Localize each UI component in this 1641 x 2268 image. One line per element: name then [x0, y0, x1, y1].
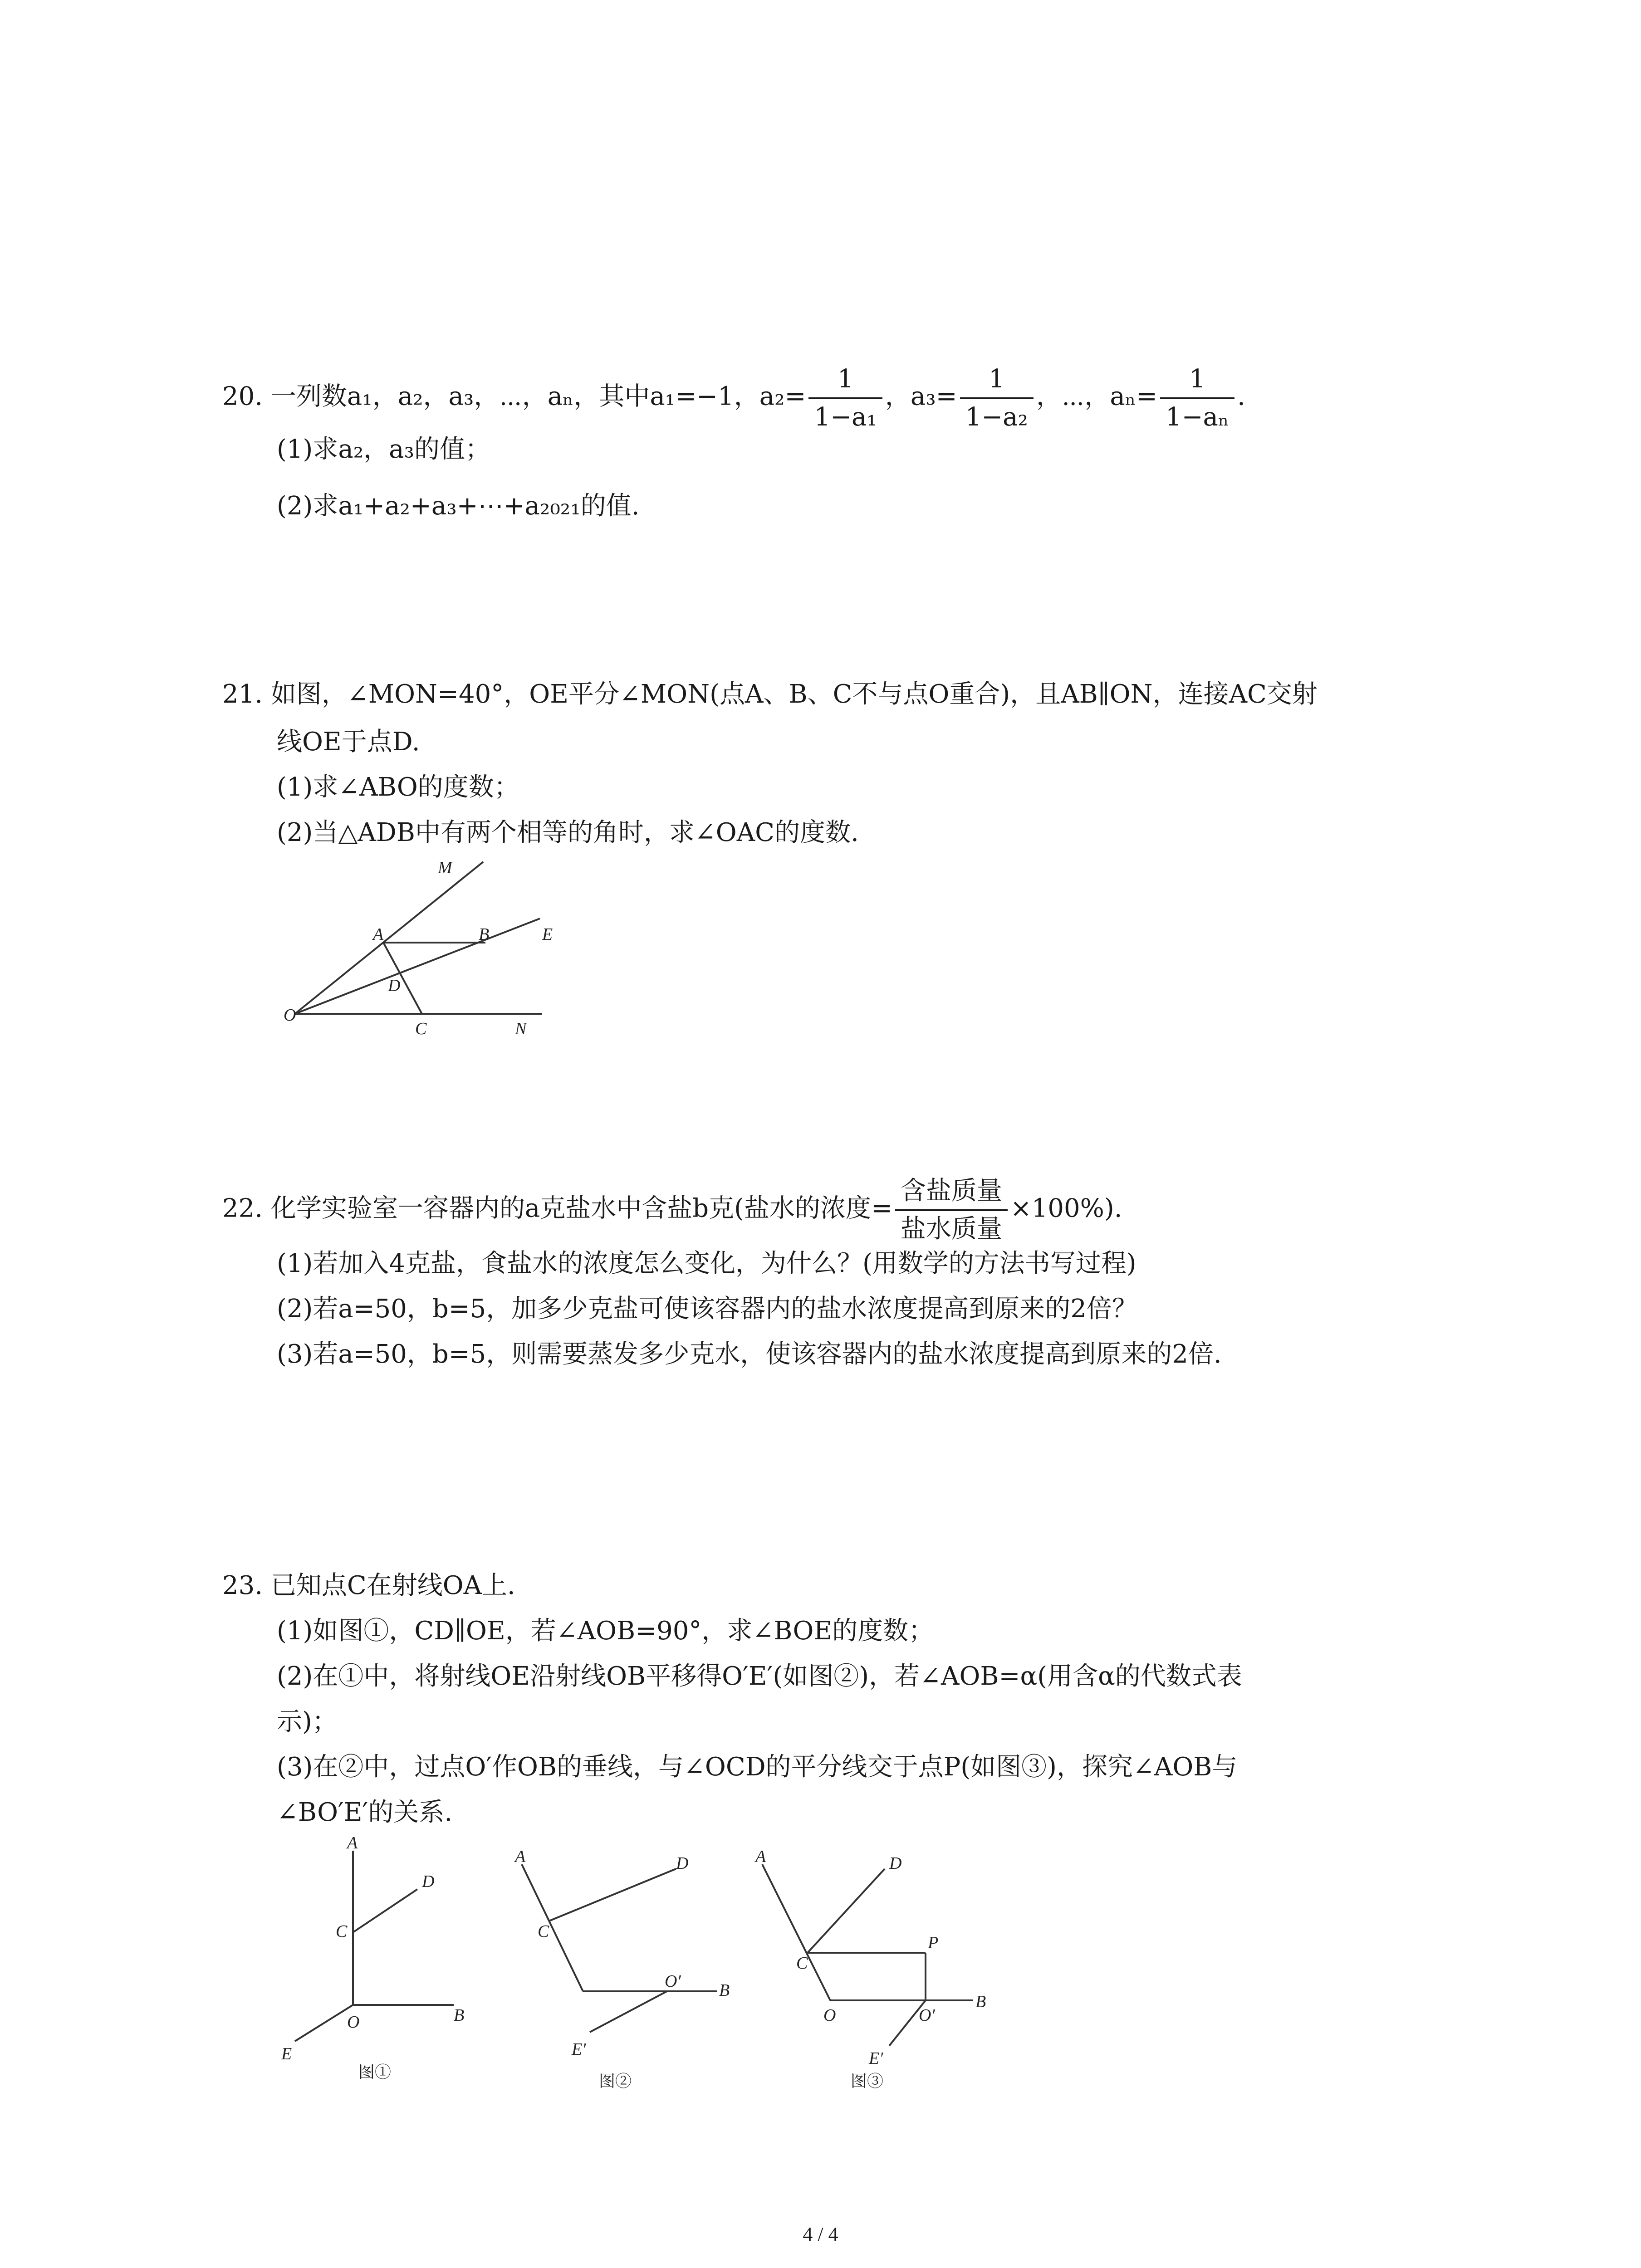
q22-sub1: (1)若加入4克盐，食盐水的浓度怎么变化，为什么？(用数学的方法书写过程): [277, 1249, 1136, 1278]
frac-denominator: 盐水质量: [900, 1214, 1002, 1244]
q23-figure-3: [754, 1847, 986, 2090]
label-o: O: [347, 2013, 360, 2032]
q22-sub2: (2)若a=50，b=5，加多少克盐可使该容器内的盐水浓度提高到原来的2倍？: [277, 1294, 1137, 1324]
label-a: A: [373, 925, 384, 944]
q21-sub1: (1)求∠ABO的度数；: [277, 772, 519, 802]
q20-mid1: ，a₃=: [885, 381, 957, 411]
q23-stem: 23. 已知点C在射线OA上.: [222, 1571, 515, 1600]
label-c: C: [336, 1922, 348, 1941]
frac-denominator: 1−a₁: [814, 402, 877, 432]
q23-figure-1: [281, 1833, 464, 2081]
label-a: A: [755, 1847, 766, 1866]
label-o2: O′: [919, 2006, 935, 2025]
label-c: C: [796, 1954, 808, 1973]
q22-stem-pre: 22. 化学实验室一容器内的a克盐水中含盐b克(盐水的浓度=: [222, 1193, 892, 1223]
ray-cd: [549, 1869, 676, 1921]
ray-oa: [762, 1864, 830, 2000]
caption-fig2: 图②: [599, 2072, 632, 2090]
q22-sub3: (3)若a=50，b=5，则需要蒸发多少克水，使该容器内的盐水浓度提高到原来的2倍.: [277, 1339, 1222, 1369]
q22-stem-post: ×100%).: [1010, 1193, 1122, 1223]
label-o2: O′: [665, 1972, 681, 1991]
caption-fig3: 图③: [851, 2072, 884, 2090]
caption-fig1: 图①: [358, 2063, 392, 2081]
label-d: D: [422, 1872, 435, 1891]
label-c: C: [538, 1922, 549, 1941]
label-n: N: [515, 1019, 527, 1038]
q23-sub3-line1: (3)在②中，过点O′作OB的垂线，与∠OCD的平分线交于点P(如图③)，探究∠AOB与: [277, 1752, 1238, 1782]
label-d: D: [388, 976, 401, 995]
label-p: P: [928, 1933, 939, 1952]
label-e2: E′: [572, 2040, 586, 2059]
label-a: A: [515, 1847, 526, 1866]
q20-sub2: (2)求a₁+a₂+a₃+⋯+a₂₀₂₁的值.: [277, 491, 640, 521]
label-m: M: [438, 858, 452, 877]
q23-figure-2: [514, 1847, 730, 2090]
frac-numerator: 1: [1160, 363, 1234, 399]
label-b: B: [975, 1992, 986, 2011]
q20-mid2: ，⋯，aₙ=: [1036, 381, 1157, 411]
label-b: B: [719, 1981, 730, 2000]
q21-stem-line2: 线OE于点D.: [277, 727, 420, 757]
label-a: A: [347, 1833, 358, 1853]
q20-stem-pre: 20. 一列数a₁，a₂，a₃，⋯，aₙ，其中a₁=−1，a₂=: [222, 381, 806, 411]
label-e: E: [281, 2044, 292, 2063]
label-c: C: [415, 1019, 427, 1038]
ray-oe: [295, 2005, 353, 2041]
q20-end: .: [1237, 381, 1245, 411]
ray-o2e2: [590, 1991, 667, 2032]
q21-sub2: (2)当△ADB中有两个相等的角时，求∠OAC的度数.: [277, 818, 859, 847]
label-b: B: [479, 925, 490, 944]
ray-cd: [353, 1889, 417, 1932]
frac-denominator: 1−aₙ: [1165, 402, 1230, 432]
page-number: 4 / 4: [803, 2223, 838, 2245]
label-e2: E′: [869, 2049, 883, 2068]
label-o: O: [284, 1006, 296, 1025]
label-d: D: [676, 1854, 689, 1873]
frac-denominator: 1−a₂: [965, 402, 1028, 432]
ray-oa: [522, 1864, 583, 1991]
label-d: D: [889, 1854, 902, 1873]
q23-sub2-line2: 示)；: [277, 1707, 338, 1736]
label-b: B: [454, 2006, 465, 2025]
ray-cd: [808, 1869, 885, 1953]
label-o: O: [823, 2006, 836, 2025]
q23-sub3-line2: ∠BO′E′的关系.: [277, 1798, 453, 1827]
frac-numerator: 含盐质量: [895, 1175, 1008, 1211]
label-e: E: [542, 925, 553, 944]
q20-sub1: (1)求a₂，a₃的值；: [277, 435, 490, 464]
frac-numerator: 1: [960, 363, 1034, 399]
q23-sub2-line1: (2)在①中，将射线OE沿射线OB平移得O′E′(如图②)，若∠AOB=α(用含α的代数式表: [277, 1662, 1242, 1691]
q21-stem-line1: 21. 如图，∠MON=40°，OE平分∠MON(点A、B、C不与点O重合)，且AB∥ON，连接AC交射: [222, 679, 1318, 709]
q23-sub1: (1)如图①，CD∥OE，若∠AOB=90°，求∠BOE的度数；: [277, 1616, 934, 1646]
frac-numerator: 1: [808, 363, 882, 399]
